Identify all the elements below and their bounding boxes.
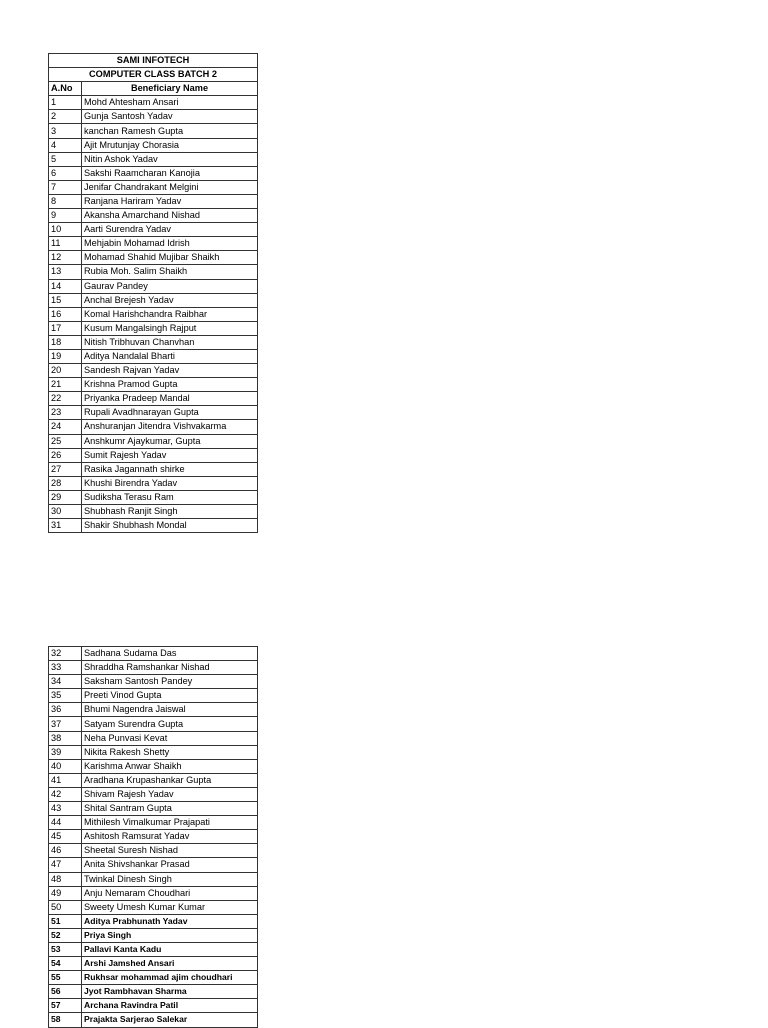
batch-row bbox=[49, 68, 258, 82]
table-row bbox=[49, 420, 258, 434]
beneficiary-name-cell: Archana Ravindra Patil bbox=[82, 999, 258, 1013]
table-row bbox=[49, 647, 258, 661]
table-row bbox=[49, 844, 258, 858]
row-number-cell: 13 bbox=[49, 265, 82, 279]
table-row bbox=[49, 703, 258, 717]
row-number-cell: 8 bbox=[49, 194, 82, 208]
row-number-cell: 46 bbox=[49, 844, 82, 858]
column-header-name: Beneficiary Name bbox=[82, 82, 258, 96]
beneficiary-name-cell: Rukhsar mohammad ajim choudhari bbox=[82, 971, 258, 985]
row-number-cell: 55 bbox=[49, 971, 82, 985]
row-number-cell: 12 bbox=[49, 251, 82, 265]
table-row bbox=[49, 816, 258, 830]
row-number-cell: 20 bbox=[49, 364, 82, 378]
beneficiary-name-cell: Jyot Rambhavan Sharma bbox=[82, 985, 258, 999]
row-number-cell: 38 bbox=[49, 731, 82, 745]
beneficiary-name-cell: Karishma Anwar Shaikh bbox=[82, 759, 258, 773]
beneficiary-name-cell: Rubia Moh. Salim Shaikh bbox=[82, 265, 258, 279]
table-row bbox=[49, 675, 258, 689]
table-row bbox=[49, 434, 258, 448]
table-row bbox=[49, 448, 258, 462]
beneficiary-name-cell: Khushi Birendra Yadav bbox=[82, 476, 258, 490]
table-row bbox=[49, 462, 258, 476]
beneficiary-name-cell: Aditya Nandalal Bharti bbox=[82, 349, 258, 363]
beneficiary-name-cell: Sudiksha Terasu Ram bbox=[82, 490, 258, 504]
table-row bbox=[49, 830, 258, 844]
beneficiary-name-cell: Gunja Santosh Yadav bbox=[82, 110, 258, 124]
table-row bbox=[49, 279, 258, 293]
table-row bbox=[49, 335, 258, 349]
row-number-cell: 23 bbox=[49, 406, 82, 420]
table-row bbox=[49, 406, 258, 420]
table-row bbox=[49, 802, 258, 816]
table-row bbox=[49, 321, 258, 335]
row-number-cell: 50 bbox=[49, 900, 82, 914]
row-number-cell: 10 bbox=[49, 223, 82, 237]
row-number-cell: 53 bbox=[49, 942, 82, 956]
table-row bbox=[49, 689, 258, 703]
row-number-cell: 40 bbox=[49, 759, 82, 773]
beneficiary-name-cell: Kusum Mangalsingh Rajput bbox=[82, 321, 258, 335]
beneficiary-name-cell: Shivam Rajesh Yadav bbox=[82, 787, 258, 801]
beneficiary-name-cell: Akansha Amarchand Nishad bbox=[82, 209, 258, 223]
table-row bbox=[49, 166, 258, 180]
table-row bbox=[49, 900, 258, 914]
row-number-cell: 24 bbox=[49, 420, 82, 434]
row-number-cell: 32 bbox=[49, 647, 82, 661]
beneficiary-name-cell: Nitin Ashok Yadav bbox=[82, 152, 258, 166]
table-row bbox=[49, 124, 258, 138]
row-number-cell: 36 bbox=[49, 703, 82, 717]
beneficiary-name-cell: Sandesh Rajvan Yadav bbox=[82, 364, 258, 378]
row-number-cell: 43 bbox=[49, 802, 82, 816]
table-row bbox=[49, 971, 258, 985]
row-number-cell: 3 bbox=[49, 124, 82, 138]
beneficiary-name-cell: Ashitosh Ramsurat Yadav bbox=[82, 830, 258, 844]
beneficiary-name-cell: Bhumi Nagendra Jaiswal bbox=[82, 703, 258, 717]
row-number-cell: 1 bbox=[49, 96, 82, 110]
row-number-cell: 57 bbox=[49, 999, 82, 1013]
table-row bbox=[49, 731, 258, 745]
row-number-cell: 16 bbox=[49, 307, 82, 321]
table-row bbox=[49, 307, 258, 321]
row-number-cell: 58 bbox=[49, 1013, 82, 1027]
row-number-cell: 2 bbox=[49, 110, 82, 124]
table-row bbox=[49, 223, 258, 237]
row-number-cell: 41 bbox=[49, 773, 82, 787]
beneficiary-name-cell: Rasika Jagannath shirke bbox=[82, 462, 258, 476]
row-number-cell: 17 bbox=[49, 321, 82, 335]
beneficiary-name-cell: Shakir Shubhash Mondal bbox=[82, 519, 258, 533]
table-row bbox=[49, 364, 258, 378]
row-number-cell: 26 bbox=[49, 448, 82, 462]
table-row bbox=[49, 152, 258, 166]
title-row bbox=[49, 54, 258, 68]
beneficiary-name-cell: Neha Punvasi Kevat bbox=[82, 731, 258, 745]
table-row bbox=[49, 476, 258, 490]
beneficiary-name-cell: Pallavi Kanta Kadu bbox=[82, 942, 258, 956]
row-number-cell: 7 bbox=[49, 180, 82, 194]
beneficiary-name-cell: Mithilesh Vimalkumar Prajapati bbox=[82, 816, 258, 830]
beneficiary-name-cell: kanchan Ramesh Gupta bbox=[82, 124, 258, 138]
table-row bbox=[49, 872, 258, 886]
table-row bbox=[49, 985, 258, 999]
row-number-cell: 22 bbox=[49, 392, 82, 406]
row-number-cell: 56 bbox=[49, 985, 82, 999]
row-number-cell: 48 bbox=[49, 872, 82, 886]
row-number-cell: 25 bbox=[49, 434, 82, 448]
row-number-cell: 11 bbox=[49, 237, 82, 251]
table-row bbox=[49, 773, 258, 787]
beneficiary-name-cell: Satyam Surendra Gupta bbox=[82, 717, 258, 731]
table-1-body bbox=[49, 96, 258, 533]
table-row bbox=[49, 293, 258, 307]
row-number-cell: 54 bbox=[49, 957, 82, 971]
table-row bbox=[49, 1013, 258, 1027]
beneficiary-name-cell: Sumit Rajesh Yadav bbox=[82, 448, 258, 462]
table-row bbox=[49, 138, 258, 152]
table-row bbox=[49, 745, 258, 759]
table-row bbox=[49, 265, 258, 279]
table-row bbox=[49, 505, 258, 519]
row-number-cell: 35 bbox=[49, 689, 82, 703]
row-number-cell: 49 bbox=[49, 886, 82, 900]
beneficiary-name-cell: Shital Santram Gupta bbox=[82, 802, 258, 816]
beneficiary-name-cell: Saksham Santosh Pandey bbox=[82, 675, 258, 689]
table-row bbox=[49, 942, 258, 956]
table-row bbox=[49, 999, 258, 1013]
beneficiary-name-cell: Sadhana Sudama Das bbox=[82, 647, 258, 661]
beneficiary-name-cell: Nikita Rakesh Shetty bbox=[82, 745, 258, 759]
row-number-cell: 14 bbox=[49, 279, 82, 293]
table-row bbox=[49, 928, 258, 942]
beneficiary-name-cell: Sweety Umesh Kumar Kumar bbox=[82, 900, 258, 914]
table-row bbox=[49, 378, 258, 392]
column-header-row bbox=[49, 82, 258, 96]
beneficiary-name-cell: Ranjana Hariram Yadav bbox=[82, 194, 258, 208]
beneficiary-name-cell: Anchal Brejesh Yadav bbox=[82, 293, 258, 307]
beneficiary-table-1 bbox=[48, 53, 258, 533]
row-number-cell: 27 bbox=[49, 462, 82, 476]
beneficiary-name-cell: Anshuranjan Jitendra Vishvakarma bbox=[82, 420, 258, 434]
beneficiary-name-cell: Twinkal Dinesh Singh bbox=[82, 872, 258, 886]
beneficiary-name-cell: Mehjabin Mohamad Idrish bbox=[82, 237, 258, 251]
beneficiary-table-2 bbox=[48, 646, 258, 1028]
row-number-cell: 15 bbox=[49, 293, 82, 307]
row-number-cell: 39 bbox=[49, 745, 82, 759]
company-title: SAMI INFOTECH bbox=[49, 54, 258, 68]
beneficiary-name-cell: Gaurav Pandey bbox=[82, 279, 258, 293]
table-row bbox=[49, 787, 258, 801]
beneficiary-name-cell: Sakshi Raamcharan Kanojia bbox=[82, 166, 258, 180]
row-number-cell: 5 bbox=[49, 152, 82, 166]
beneficiary-name-cell: Aditya Prabhunath Yadav bbox=[82, 914, 258, 928]
row-number-cell: 51 bbox=[49, 914, 82, 928]
beneficiary-name-cell: Rupali Avadhnarayan Gupta bbox=[82, 406, 258, 420]
beneficiary-name-cell: Ajit Mrutunjay Chorasia bbox=[82, 138, 258, 152]
row-number-cell: 33 bbox=[49, 661, 82, 675]
beneficiary-name-cell: Arshi Jamshed Ansari bbox=[82, 957, 258, 971]
table-row bbox=[49, 251, 258, 265]
table-row bbox=[49, 490, 258, 504]
beneficiary-name-cell: Shubhash Ranjit Singh bbox=[82, 505, 258, 519]
table-row bbox=[49, 392, 258, 406]
row-number-cell: 45 bbox=[49, 830, 82, 844]
table-row bbox=[49, 759, 258, 773]
table-row bbox=[49, 957, 258, 971]
beneficiary-name-cell: Prajakta Sarjerao Salekar bbox=[82, 1013, 258, 1027]
beneficiary-name-cell: Preeti Vinod Gupta bbox=[82, 689, 258, 703]
table-row bbox=[49, 858, 258, 872]
beneficiary-name-cell: Nitish Tribhuvan Chanvhan bbox=[82, 335, 258, 349]
row-number-cell: 31 bbox=[49, 519, 82, 533]
beneficiary-name-cell: Aarti Surendra Yadav bbox=[82, 223, 258, 237]
table-row bbox=[49, 194, 258, 208]
row-number-cell: 21 bbox=[49, 378, 82, 392]
beneficiary-name-cell: Anshkumr Ajaykumar, Gupta bbox=[82, 434, 258, 448]
column-header-number: A.No bbox=[49, 82, 82, 96]
beneficiary-name-cell: Aradhana Krupashankar Gupta bbox=[82, 773, 258, 787]
row-number-cell: 47 bbox=[49, 858, 82, 872]
beneficiary-name-cell: Mohamad Shahid Mujibar Shaikh bbox=[82, 251, 258, 265]
beneficiary-name-cell: Komal Harishchandra Raibhar bbox=[82, 307, 258, 321]
table-row bbox=[49, 717, 258, 731]
table-row bbox=[49, 237, 258, 251]
table-row bbox=[49, 661, 258, 675]
table-row bbox=[49, 886, 258, 900]
row-number-cell: 37 bbox=[49, 717, 82, 731]
row-number-cell: 44 bbox=[49, 816, 82, 830]
beneficiary-name-cell: Sheetal Suresh Nishad bbox=[82, 844, 258, 858]
row-number-cell: 6 bbox=[49, 166, 82, 180]
beneficiary-name-cell: Jenifar Chandrakant Melgini bbox=[82, 180, 258, 194]
beneficiary-name-cell: Priyanka Pradeep Mandal bbox=[82, 392, 258, 406]
beneficiary-name-cell: Krishna Pramod Gupta bbox=[82, 378, 258, 392]
beneficiary-name-cell: Anita Shivshankar Prasad bbox=[82, 858, 258, 872]
table-row bbox=[49, 349, 258, 363]
beneficiary-name-cell: Anju Nemaram Choudhari bbox=[82, 886, 258, 900]
table-row bbox=[49, 519, 258, 533]
row-number-cell: 42 bbox=[49, 787, 82, 801]
table-row bbox=[49, 180, 258, 194]
row-number-cell: 34 bbox=[49, 675, 82, 689]
beneficiary-name-cell: Shraddha Ramshankar Nishad bbox=[82, 661, 258, 675]
row-number-cell: 9 bbox=[49, 209, 82, 223]
batch-title: COMPUTER CLASS BATCH 2 bbox=[49, 68, 258, 82]
table-row bbox=[49, 209, 258, 223]
table-row bbox=[49, 110, 258, 124]
beneficiary-name-cell: Priya Singh bbox=[82, 928, 258, 942]
table-row bbox=[49, 914, 258, 928]
row-number-cell: 18 bbox=[49, 335, 82, 349]
table-2-body bbox=[49, 647, 258, 1028]
row-number-cell: 4 bbox=[49, 138, 82, 152]
row-number-cell: 28 bbox=[49, 476, 82, 490]
row-number-cell: 19 bbox=[49, 349, 82, 363]
row-number-cell: 52 bbox=[49, 928, 82, 942]
row-number-cell: 29 bbox=[49, 490, 82, 504]
row-number-cell: 30 bbox=[49, 505, 82, 519]
beneficiary-name-cell: Mohd Ahtesham Ansari bbox=[82, 96, 258, 110]
table-row bbox=[49, 96, 258, 110]
